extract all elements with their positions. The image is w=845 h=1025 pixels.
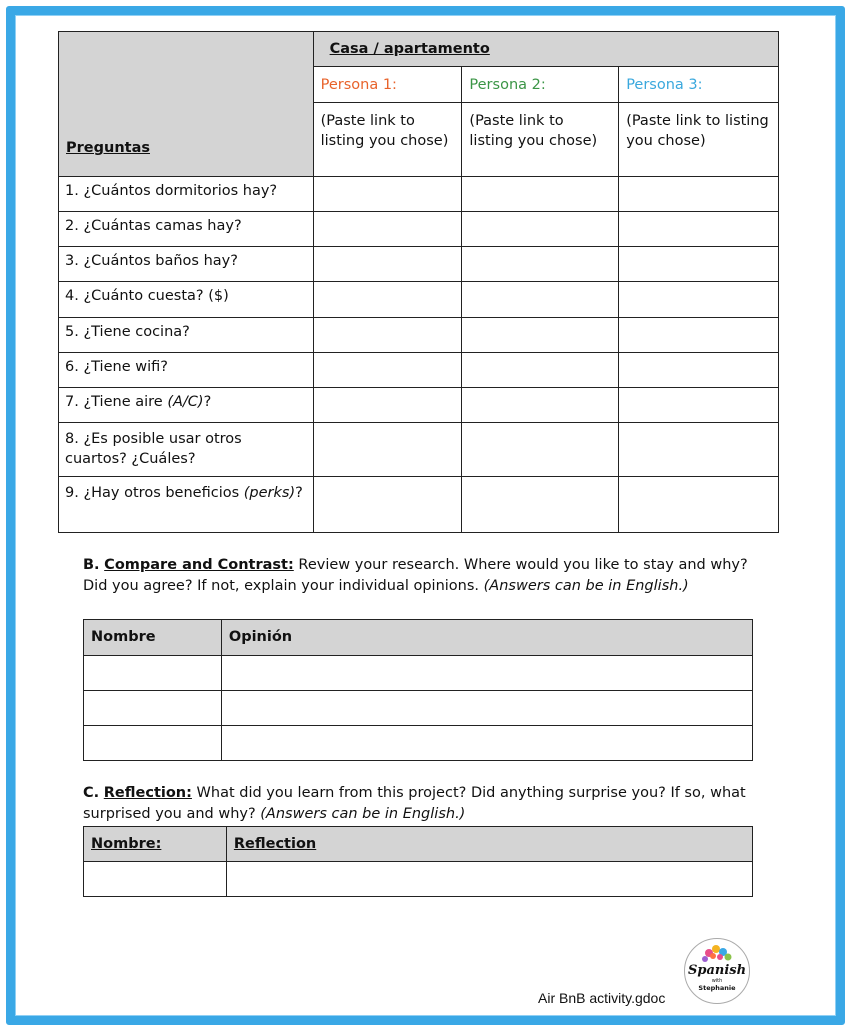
nombre-cell[interactable]	[84, 862, 227, 897]
reflection-table	[83, 826, 753, 897]
answer-cell[interactable]	[462, 212, 619, 247]
answer-cell[interactable]	[462, 247, 619, 282]
opinion-table	[83, 619, 753, 761]
answer-cell[interactable]	[619, 423, 779, 477]
answer-cell[interactable]	[619, 212, 779, 247]
persona-3-link-note[interactable]: (Paste link to listing you chose)	[619, 103, 779, 177]
answer-cell[interactable]	[462, 353, 619, 388]
answer-cell[interactable]	[462, 423, 619, 477]
question-1: 1. ¿Cuántos dormitorios hay?	[59, 177, 314, 212]
table-row	[59, 177, 779, 212]
spanish-with-stephanie-logo	[684, 938, 750, 1004]
section-c-instructions	[83, 783, 753, 825]
question-7-text: 7. ¿Tiene aire	[65, 394, 163, 410]
answer-cell[interactable]	[619, 477, 779, 533]
nombre-cell[interactable]	[84, 726, 222, 761]
logo-line-2: with	[711, 978, 723, 984]
opinion-cell[interactable]	[221, 726, 752, 761]
question-8: 8. ¿Es posible usar otros cuartos? ¿Cuáles?	[59, 423, 314, 477]
table-row	[59, 388, 779, 423]
answer-cell[interactable]	[462, 477, 619, 533]
answer-cell[interactable]	[462, 177, 619, 212]
opinion-cell[interactable]	[221, 691, 752, 726]
question-4: 4. ¿Cuánto cuesta? ($)	[59, 282, 314, 318]
answer-cell[interactable]	[313, 282, 462, 318]
answer-cell[interactable]	[313, 318, 462, 353]
question-7-suffix: ?	[203, 394, 212, 410]
section-b-text: Review your research. Where would you like to stay and why? Did you agree? If not, explain your individual opinions.	[83, 557, 748, 594]
answer-cell[interactable]	[313, 247, 462, 282]
answer-cell[interactable]	[619, 388, 779, 423]
persona-1-label: Persona 1:	[313, 67, 462, 103]
opinion-header: Opinión	[221, 620, 752, 656]
answer-cell[interactable]	[619, 247, 779, 282]
question-7-italic: (A/C)	[167, 394, 204, 410]
answer-cell[interactable]	[462, 318, 619, 353]
question-3: 3. ¿Cuántos baños hay?	[59, 247, 314, 282]
table-row	[84, 691, 753, 726]
persona-3-label: Persona 3:	[619, 67, 779, 103]
persona-1-link-note[interactable]: (Paste link to listing you chose)	[313, 103, 462, 177]
answer-cell[interactable]	[619, 282, 779, 318]
table-row	[84, 726, 753, 761]
answer-cell[interactable]	[313, 388, 462, 423]
table-row	[59, 247, 779, 282]
table-row	[59, 353, 779, 388]
document-filename: Air BnB activity.gdoc	[538, 990, 666, 1006]
answer-cell[interactable]	[313, 177, 462, 212]
question-2: 2. ¿Cuántas camas hay?	[59, 212, 314, 247]
preguntas-header: Preguntas	[59, 32, 314, 177]
answer-cell[interactable]	[619, 177, 779, 212]
section-c-letter: C.	[83, 785, 100, 801]
question-9	[59, 477, 314, 533]
reflection-cell[interactable]	[226, 862, 752, 897]
answer-cell[interactable]	[313, 353, 462, 388]
questions-table	[58, 31, 779, 533]
casa-apartamento-header: Casa / apartamento	[313, 32, 778, 67]
answer-cell[interactable]	[313, 477, 462, 533]
question-7	[59, 388, 314, 423]
question-9-text: 9. ¿Hay otros beneficios	[65, 485, 240, 501]
table-row	[59, 212, 779, 247]
section-c-text: What did you learn from this project? Did anything surprise you? If so, what surprised you and why?	[83, 785, 746, 822]
table-row	[59, 318, 779, 353]
table-row	[59, 423, 779, 477]
table-row	[59, 477, 779, 533]
question-5: 5. ¿Tiene cocina?	[59, 318, 314, 353]
persona-2-link-note[interactable]: (Paste link to listing you chose)	[462, 103, 619, 177]
section-b-italic: (Answers can be in English.)	[483, 578, 689, 594]
section-b-instructions	[83, 555, 753, 597]
table-row	[84, 656, 753, 691]
nombre-header: Nombre	[84, 620, 222, 656]
table-row	[59, 282, 779, 318]
question-9-suffix: ?	[295, 485, 303, 501]
answer-cell[interactable]	[462, 282, 619, 318]
section-b-title: Compare and Contrast:	[104, 557, 294, 573]
nombre-header: Nombre:	[84, 827, 227, 862]
logo-line-1: Spanish	[687, 963, 747, 978]
reflection-header: Reflection	[226, 827, 752, 862]
nombre-cell[interactable]	[84, 656, 222, 691]
section-b-letter: B.	[83, 557, 100, 573]
persona-2-label: Persona 2:	[462, 67, 619, 103]
answer-cell[interactable]	[313, 423, 462, 477]
section-c-italic: (Answers can be in English.)	[260, 806, 466, 822]
question-6: 6. ¿Tiene wifi?	[59, 353, 314, 388]
question-9-italic: (perks)	[243, 485, 296, 501]
opinion-cell[interactable]	[221, 656, 752, 691]
logo-line-3: Stephanie	[698, 984, 736, 992]
section-c-title: Reflection:	[103, 785, 192, 801]
answer-cell[interactable]	[619, 353, 779, 388]
answer-cell[interactable]	[462, 388, 619, 423]
logo-icon	[685, 939, 749, 1003]
table-row	[84, 862, 753, 897]
nombre-cell[interactable]	[84, 691, 222, 726]
answer-cell[interactable]	[619, 318, 779, 353]
answer-cell[interactable]	[313, 212, 462, 247]
